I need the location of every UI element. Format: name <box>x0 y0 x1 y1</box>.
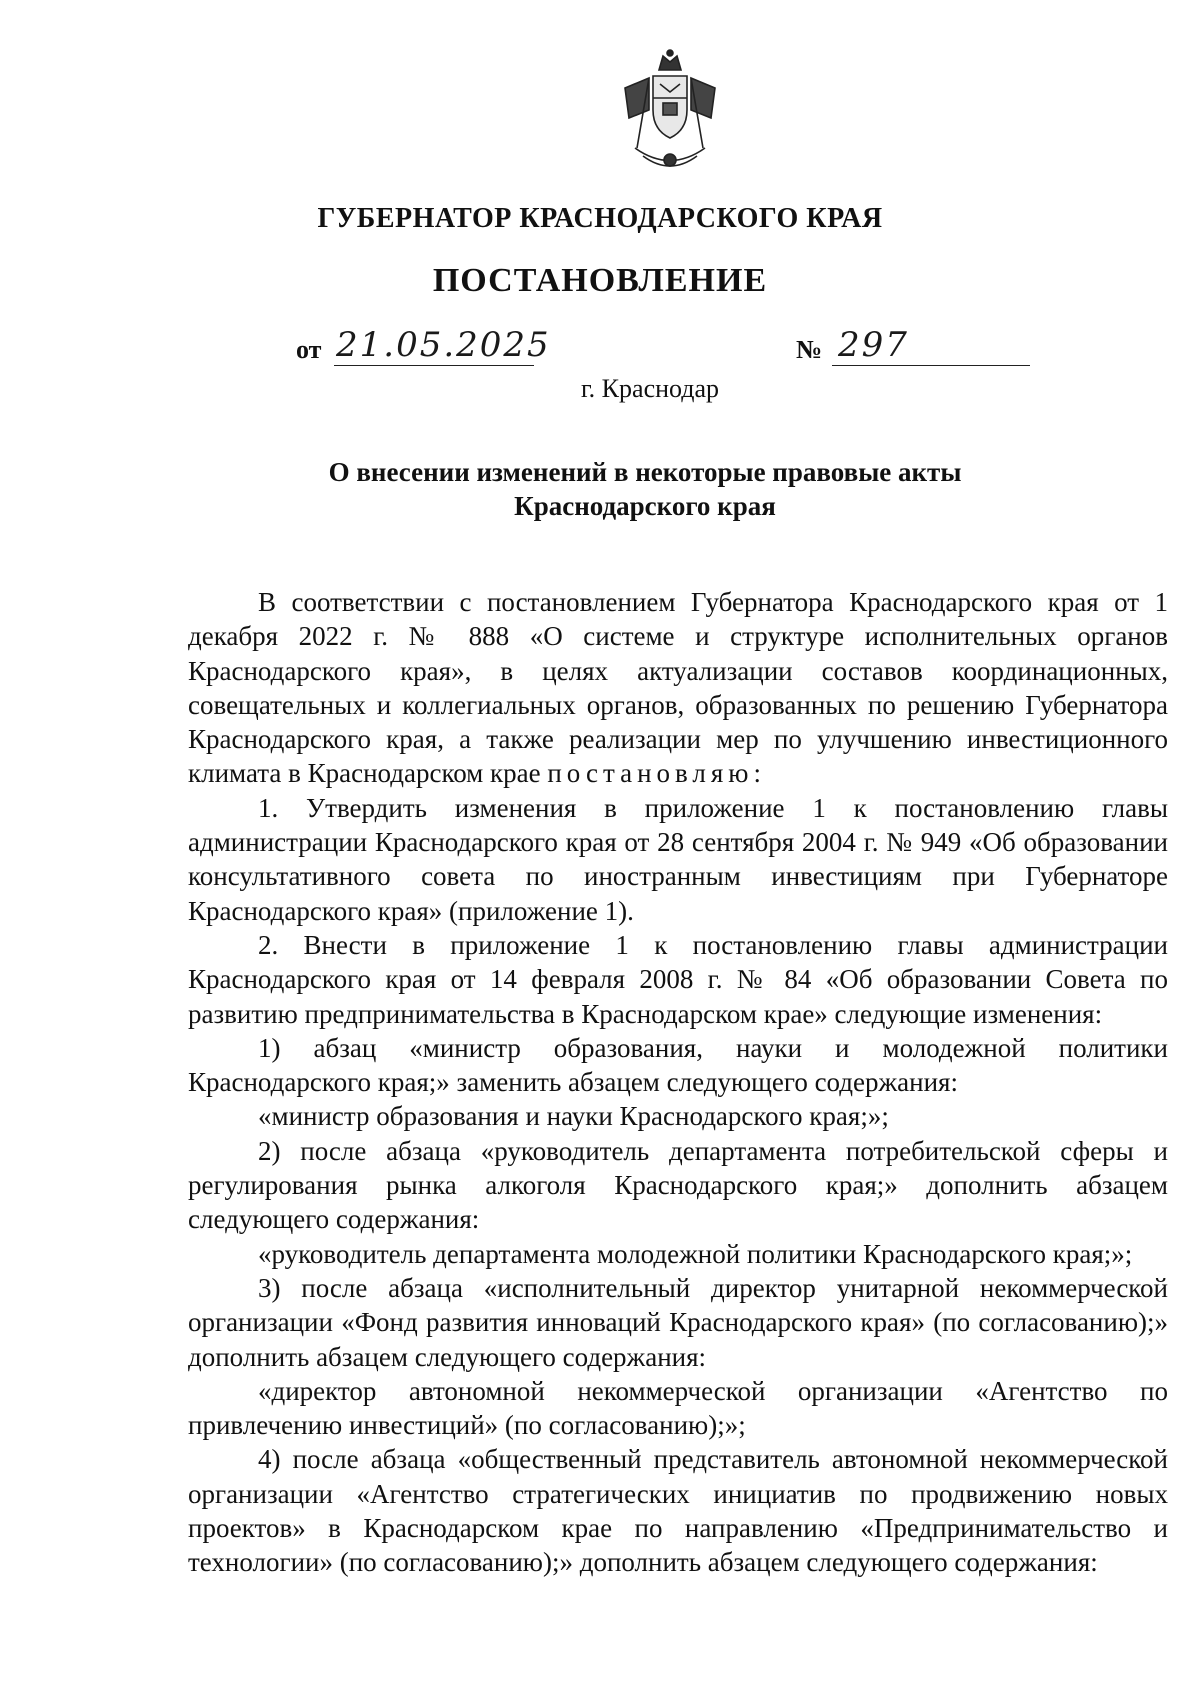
authority-title: ГУБЕРНАТОР КРАСНОДАРСКОГО КРАЯ <box>317 203 883 234</box>
paragraph-subitem-1: 1) абзац «министр образования, науки и молодежной политики Краснодарского края;» заменить абзацем следующего содержания: <box>188 1032 1168 1098</box>
paragraph-quote-3: «директор автономной некоммерческой организации «Агентство по привлечению инвестиций» (по согласованию);»; <box>188 1375 1168 1441</box>
paragraph-preamble <box>188 585 1168 791</box>
number-underline <box>832 365 1030 366</box>
paragraph-subitem-2: 2) после абзаца «руководитель департамента потребительской сферы и регулирования рынка алкоголя Краснодарского края;» дополнить абзацем следующего содержания: <box>188 1135 1168 1235</box>
number-label: № <box>796 335 823 364</box>
paragraph-item-2: 2. Внести в приложение 1 к постановлению главы администрации Краснодарского края от 14 февраля 2008 г. № 84 «Об образовании Совета по развитию предпринимательства в Краснодарском крае» следующие изменения: <box>188 929 1168 1029</box>
paragraph-item-1: 1. Утвердить изменения в приложение 1 к постановлению главы администрации Краснодарского края от 28 сентября 2004 г. № 949 «Об образовании консультативного совета по иностранным инвестициям при Губернаторе Краснодарского края» (приложение 1). <box>188 792 1168 926</box>
date-label: от <box>296 335 322 364</box>
city: г. Краснодар <box>580 374 720 403</box>
document-body <box>188 585 1168 1580</box>
subject-line-1: О внесении изменений в некоторые правовые акты <box>328 457 962 487</box>
subject-line-2: Краснодарского края <box>514 491 776 521</box>
number-value: 297 <box>838 325 909 365</box>
date-value: 21.05.2025 <box>336 325 551 365</box>
coat-of-arms-icon <box>615 48 725 178</box>
date-field <box>296 325 551 365</box>
number-field <box>796 325 1036 365</box>
document-type: ПОСТАНОВЛЕНИЕ <box>432 262 768 299</box>
paragraph-quote-1: «министр образования и науки Краснодарского края;»; <box>258 1101 889 1132</box>
paragraph-subitem-3: 3) после абзаца «исполнительный директор унитарной некоммерческой организации «Фонд развития инноваций Краснодарского края» (по согласованию);» дополнить абзацем следующего содержания: <box>188 1272 1168 1372</box>
paragraph-quote-2: «руководитель департамента молодежной политики Краснодарского края;»; <box>258 1238 1133 1269</box>
preamble-decree-word: постановляю: <box>547 758 766 789</box>
preamble-text: В соответствии с постановлением Губернатора Краснодарского края от 1 декабря 2022 г. № 888 «О системе и структуре исполнительных органов Краснодарского края», в целях актуализации составов координационных, совещательных и коллегиальных органов, образованных по решению Губернатора Краснодарского края, а также реализации мер по улучшению инвестиционного климата в Краснодарском крае <box>188 587 1168 789</box>
paragraph-subitem-4: 4) после абзаца «общественный представитель автономной некоммерческой организации «Агентство стратегических инициатив по продвижению новых проектов» в Краснодарском крае по направлению «Предпринимательство и технологии» (по согласованию);» дополнить абзацем следующего содержания: <box>188 1444 1168 1578</box>
document-subject <box>0 455 1200 523</box>
date-underline <box>334 365 534 366</box>
